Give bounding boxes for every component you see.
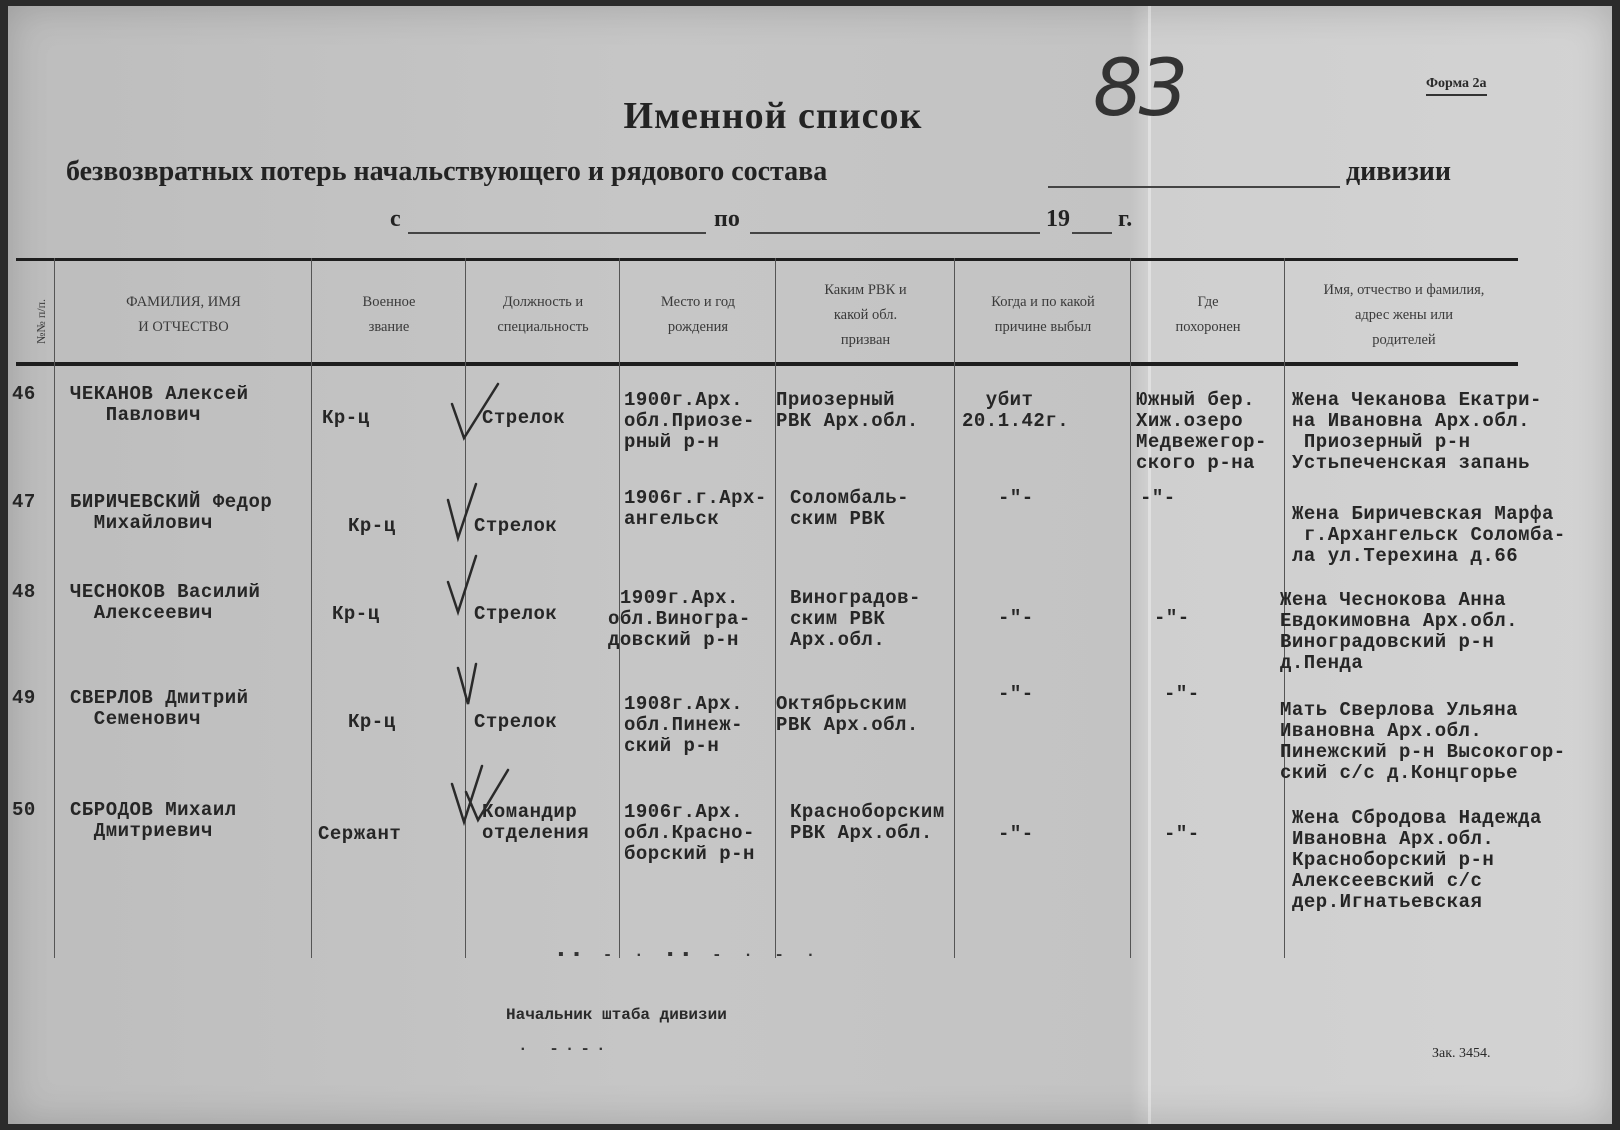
row-number: 46 xyxy=(12,383,36,405)
burial-place: -"- xyxy=(1140,487,1176,509)
relatives-address: Жена Чеканова Екатри- на Ивановна Арх.обл. Приозерный р-н Устьпеченская запань xyxy=(1292,389,1542,474)
division-blank-line xyxy=(1048,186,1340,188)
year-line xyxy=(1072,232,1112,234)
check-mark-icon xyxy=(444,552,504,616)
relatives-address: Жена Чеснокова Анна Евдокимовна Арх.обл. Виноградовский р-н д.Пенда xyxy=(1280,589,1519,674)
soldier-name: ЧЕКАНОВ Алексей Павлович xyxy=(70,383,249,426)
table-header-border xyxy=(16,362,1518,366)
soldier-rank: Кр-ц xyxy=(332,603,380,625)
relatives-address: Мать Сверлова Ульяна Ивановна Арх.обл. Пинежский р-н Высокогор- ский с/с д.Концгорье xyxy=(1280,699,1566,784)
row-number: 47 xyxy=(12,491,36,513)
column-header-when: Когда и по какой причине выбыл xyxy=(991,294,1095,335)
year-suffix: г. xyxy=(1118,206,1133,232)
burial-place: -"- xyxy=(1164,683,1200,705)
row-number: 50 xyxy=(12,799,36,821)
row-number: 49 xyxy=(12,687,36,709)
departure-reason: -"- xyxy=(998,823,1034,845)
table-top-border xyxy=(16,258,1518,261)
burial-place: Южный бер. Хиж.озеро Медвежегор- ского р-на xyxy=(1136,389,1267,474)
conscription-office: Соломбаль- ским РВК xyxy=(790,487,910,530)
soldier-name: БИРИЧЕВСКИЙ Федор Михайлович xyxy=(70,491,273,534)
conscription-office: Красноборским РВК Арх.обл. xyxy=(790,801,945,844)
column-header-name: ФАМИЛИЯ, ИМЯ И ОТЧЕСТВО xyxy=(126,294,241,335)
relatives-address: Жена Биричевская Марфа г.Архангельск Соломба- ла ул.Терехина д.66 xyxy=(1292,503,1566,567)
check-mark-icon xyxy=(444,480,504,544)
document-sheet xyxy=(8,6,1612,1124)
ink-smudge: · ‐·‐· xyxy=(518,1040,612,1058)
column-header-relatives: Имя, отчество и фамилия, адрес жены или родителей xyxy=(1323,281,1485,348)
division-label: дивизии xyxy=(1346,156,1452,187)
document-title: Именной список xyxy=(623,95,923,137)
form-label: Форма 2а xyxy=(1426,76,1487,96)
soldier-position: Стрелок xyxy=(482,407,566,429)
soldier-name: СБРОДОВ Михаил Дмитриевич xyxy=(70,799,237,842)
soldier-name: СВЕРЛОВ Дмитрий Семенович xyxy=(70,687,249,730)
burial-place: -"- xyxy=(1164,823,1200,845)
conscription-office: Приозерный РВК Арх.обл. xyxy=(776,389,919,432)
conscription-office: Октябрьским РВК Арх.обл. xyxy=(776,693,919,736)
date-from-label: с xyxy=(390,206,401,232)
paper-fold xyxy=(1148,6,1151,1124)
document-subtitle: безвозвратных потерь начальствующего и рядового состава xyxy=(66,156,828,187)
birth-place-year: 1900г.Арх. обл.Приозе- рный р-н xyxy=(624,389,755,453)
column-divider xyxy=(954,258,955,958)
soldier-position: Командир отделения xyxy=(482,801,590,844)
column-header-rank: Военное звание xyxy=(362,294,416,335)
burial-place: -"- xyxy=(1154,607,1190,629)
soldier-rank: Кр-ц xyxy=(322,407,370,429)
soldier-position: Стрелок xyxy=(474,711,558,733)
check-mark-icon xyxy=(448,380,508,444)
check-mark-icon xyxy=(454,660,514,724)
soldier-position: Стрелок xyxy=(474,515,558,537)
order-number: Зак. 3454. xyxy=(1432,1046,1491,1061)
departure-reason: -"- xyxy=(998,487,1034,509)
departure-reason: -"- xyxy=(998,683,1034,705)
row-number: 48 xyxy=(12,581,36,603)
soldier-position: Стрелок xyxy=(474,603,558,625)
relatives-address: Жена Сбродова Надежда Ивановна Арх.обл. Красноборский р-н Алексеевский с/с дер.Игнатьевская xyxy=(1292,807,1542,913)
handwritten-sheet-number: 83 xyxy=(1093,44,1185,134)
soldier-rank: Кр-ц xyxy=(348,515,396,537)
date-to-label: по xyxy=(714,206,740,232)
column-divider xyxy=(1130,258,1131,958)
column-divider xyxy=(54,258,55,958)
column-header-position: Должность и специальность xyxy=(497,294,589,335)
column-header-number: №№ п/п. xyxy=(34,298,49,344)
soldier-name: ЧЕСНОКОВ Василий Алексеевич xyxy=(70,581,261,624)
departure-reason: -"- xyxy=(998,607,1034,629)
year-label: 19 xyxy=(1046,206,1070,232)
soldier-rank: Сержант xyxy=(318,823,402,845)
date-from-line xyxy=(408,232,706,234)
soldier-rank: Кр-ц xyxy=(348,711,396,733)
column-header-birth: Место и год рождения xyxy=(660,294,736,335)
check-mark-icon xyxy=(448,762,518,826)
column-divider xyxy=(311,258,312,958)
birth-place-year: 1906г.Арх. обл.Красно- борский р-н xyxy=(624,801,755,865)
column-divider xyxy=(775,258,776,958)
departure-reason: убит 20.1.42г. xyxy=(962,389,1070,432)
conscription-office: Виноградов- ским РВК Арх.обл. xyxy=(790,587,921,651)
birth-place-year: 1909г.Арх. обл.Виногра- довский р-н xyxy=(608,587,751,651)
date-to-line xyxy=(750,232,1040,234)
signature-label: Начальник штаба дивизии xyxy=(506,1006,727,1024)
ink-smudge: ▪▪ ‐ · ▪▪ ‐ · ‐ · xyxy=(556,946,822,964)
birth-place-year: 1906г.г.Арх- ангельск xyxy=(624,487,767,530)
column-header-buried: Где похоронен xyxy=(1175,294,1241,335)
birth-place-year: 1908г.Арх. обл.Пинеж- ский р-н xyxy=(624,693,744,757)
column-header-rvk: Каким РВК и какой обл. призван xyxy=(824,281,907,348)
